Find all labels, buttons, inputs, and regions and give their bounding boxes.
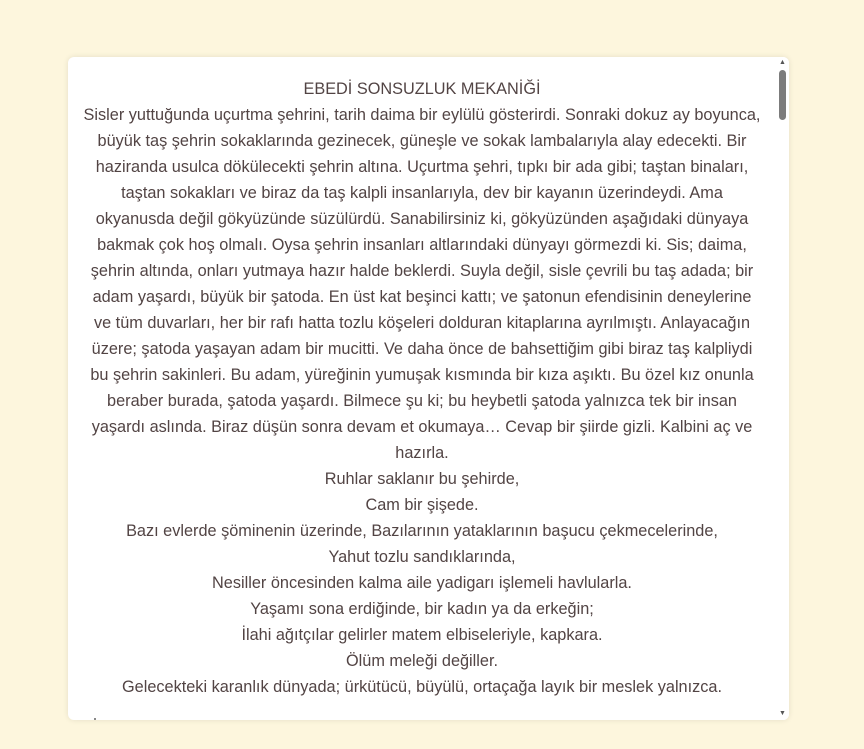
poem-line: Cam bir şişede. bbox=[365, 496, 479, 514]
text-cursor-mark bbox=[94, 718, 96, 720]
poem-line: Bazı evlerde şöminenin üzerinde, Bazılarının yataklarının başucu çekmecelerinde, bbox=[126, 522, 718, 540]
story-paragraph: Sisler yuttuğunda uçurtma şehrini, tarih daima bir eylülü gösterirdi. Sonraki dokuz ay boyunca, büyük taş şehrin sokaklarında gezinecek, güneşle ve sokak lambalarıyla alay edecekti. Bir haziranda usulca dökülecekti şehrin altına. Uçurtma şehri, tıpkı bir ada gibi; taştan binaları, taştan sokakları ve biraz da taş kalpli insanlarıyla, dev bir kayanın üzerindeydi. Ama okyanusda değil gökyüzünde süzülürdü. Sanabilirsiniz ki, gökyüzünden aşağıdaki dünyaya bakmak çok hoş olmalı. Oysa şehrin insanları altlarındaki dünyayı görmezdi ki. Sis; daima, şehrin altında, onları yutmaya hazır halde beklerdi. Suyla değil, sisle çevrili bu taş adada; bir adam yaşardı, büyük bir şatoda. En üst kat beşinci kattı; ve şatonun efendisinin deneylerine ve tüm duvarları, her bir rafı hatta tozlu köşeleri dolduran kitaplarına ayrılmıştı. Anlayacağın üzere; şatoda yaşayan adam bir mucitti. Ve daha önce de bahsettiğim gibi biraz taş kalpliydi bu şehrin sakinleri. Bu adam, yüreğinin yumuşak kısmında bir kıza aşıktı. Bu özel kız onunla beraber burada, şatoda yaşardı. Bilmece şu ki; bu heybetli şatoda yalnızca tek bir insan yaşardı aslında. Biraz düşün sonra devam et okumaya… Cevap bir şiirde gizli. Kalbini aç ve hazırla. bbox=[83, 106, 761, 462]
document-card bbox=[68, 57, 789, 720]
document-content[interactable] bbox=[68, 57, 776, 720]
document-title: EBEDİ SONSUZLUK MEKANİĞİ bbox=[303, 80, 541, 98]
poem-line: Gelecekteki karanlık dünyada; ürkütücü, büyülü, ortaçağa layık bir meslek yalnızca. bbox=[122, 678, 722, 696]
poem-line: Nesiller öncesinden kalma aile yadigarı işlemeli havlularla. bbox=[212, 574, 632, 592]
scroll-up-arrow-icon[interactable]: ▲ bbox=[779, 59, 786, 66]
poem-line: İlahi ağıtçılar gelirler matem elbiseleriyle, kapkara. bbox=[241, 626, 603, 644]
vertical-scrollbar[interactable] bbox=[776, 57, 789, 720]
poem-line: Ruhlar saklanır bu şehirde, bbox=[324, 470, 520, 488]
scrollbar-thumb[interactable] bbox=[779, 70, 786, 120]
scroll-down-arrow-icon[interactable]: ▼ bbox=[779, 710, 786, 717]
poem-line: Ölüm meleği değiller. bbox=[345, 652, 499, 670]
poem-line: Yahut tozlu sandıklarında, bbox=[328, 548, 516, 566]
poem-line: Yaşamı sona erdiğinde, bir kadın ya da erkeğin; bbox=[250, 600, 594, 618]
